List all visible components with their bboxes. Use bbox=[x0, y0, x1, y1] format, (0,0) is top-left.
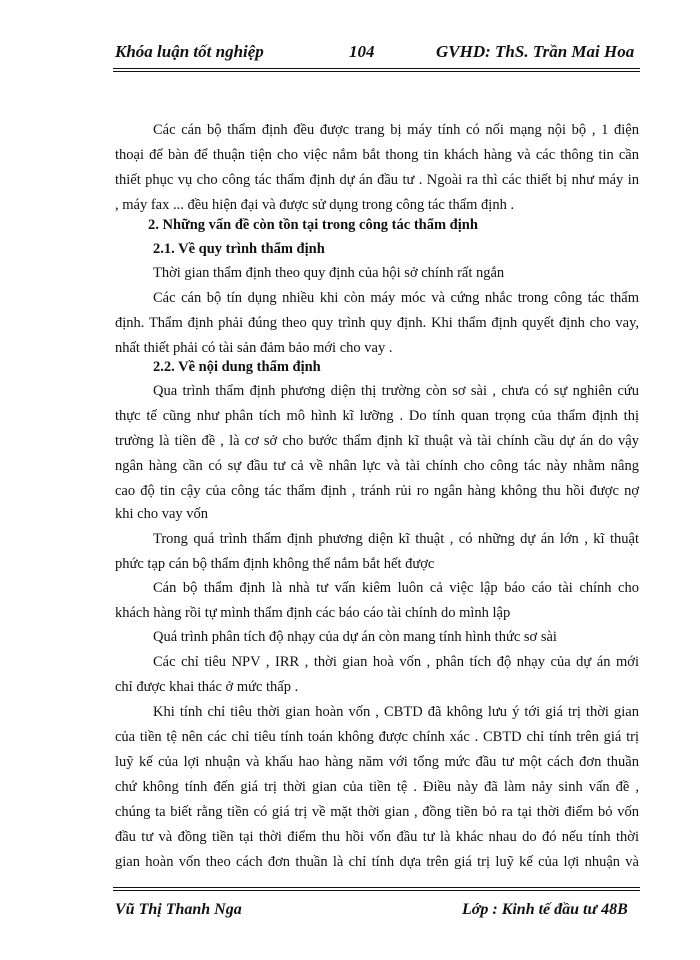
page-header bbox=[0, 42, 700, 66]
paragraph-line: chứ không tính đến giá trị thời gian của tiền tệ . Điều này đã làm nảy sinh vấn đề , bbox=[115, 779, 639, 795]
paragraph-line: phức tạp cán bộ thẩm định không thể nắm bắt hết được bbox=[115, 556, 435, 572]
paragraph-line: thiết phục vụ cho công tác thẩm định dự án đầu tư . Ngoài ra thì các thiết bị như máy in bbox=[115, 172, 639, 188]
paragraph-line: , máy fax ... đều hiện đại và được sử dụng trong công tác thẩm định . bbox=[115, 197, 515, 213]
paragraph-line: ngân hàng cần có sự đầu tư cả về nhân lực và tài chính cho công tác này nhằm nâng bbox=[115, 458, 639, 474]
paragraph-line: trường là tiền đề , là cơ sở cho bước thẩm định kĩ thuật và tài chính cầu dự án do vậy bbox=[115, 433, 639, 449]
paragraph-line: thực tế cũng như phân tích mô hình kĩ lưỡng . Do tính quan trọng của thẩm định thị bbox=[115, 408, 639, 424]
paragraph-line: thoại để bàn để thuận tiện cho việc nắm bắt thong tin khách hàng và các thông tin cần bbox=[115, 147, 639, 163]
paragraph-line: Các cán bộ tín dụng nhiều khi còn máy móc và cứng nhắc trong công tác thẩm bbox=[153, 290, 639, 306]
subsection-heading: 2.1. Về quy trình thẩm định bbox=[153, 241, 325, 257]
paragraph-line: cao độ tin cậy của công tác thẩm định , tránh rủi ro ngân hàng không thu hồi được nợ bbox=[115, 483, 639, 499]
paragraph-line: Các chỉ tiêu NPV , IRR , thời gian hoà vốn , phân tích độ nhạy của dự án mới bbox=[153, 654, 639, 670]
header-divider bbox=[113, 68, 640, 72]
section-heading: 2. Những vấn đề còn tồn tại trong công tác thẩm định bbox=[148, 217, 478, 233]
paragraph-line: gian hoàn vốn theo cách đơn thuần là chỉ tính dựa trên giá trị luỹ kế của lợi nhuận và bbox=[115, 854, 639, 870]
paragraph-line: Các cán bộ thẩm định đều được trang bị máy tính có nối mạng nội bộ , 1 điện bbox=[153, 122, 639, 138]
paragraph-line: Thời gian thẩm định theo quy định của hội sở chính rất ngắn bbox=[153, 265, 505, 281]
paragraph-line: của tiền tệ nên các chỉ tiêu tính toán không được chính xác . CBTD chỉ tính trên giá trị bbox=[115, 729, 639, 745]
paragraph-line: nhất thiết phải có tài sản đảm bảo mới cho vay . bbox=[115, 340, 393, 356]
paragraph-line: chúng ta biết rằng tiền có giá trị về mặt thời gian , đồng tiền bỏ ra tại thời điểm bỏ vốn bbox=[115, 804, 639, 820]
paragraph-line: khi cho vay vốn bbox=[115, 506, 209, 522]
footer-divider bbox=[113, 887, 640, 891]
paragraph-line: khách hàng rồi tự mình thẩm định các báo cáo tài chính do mình lập bbox=[115, 605, 511, 621]
header-supervisor: GVHD: ThS. Trần Mai Hoa bbox=[436, 42, 635, 61]
header-thesis-title: Khóa luận tốt nghiệp bbox=[115, 42, 264, 61]
paragraph-line: Quá trình phân tích độ nhạy của dự án còn mang tính hình thức sơ sài bbox=[153, 629, 557, 645]
subsection-heading: 2.2. Về nội dung thẩm định bbox=[153, 359, 321, 375]
page-footer bbox=[0, 901, 700, 925]
paragraph-line: đầu tư và đồng tiền tại thời điểm thu hồi vốn đầu tư là khác nhau do đó nếu tính thời bbox=[115, 829, 639, 845]
paragraph-line: Trong quá trình thẩm định phương diện kĩ thuật , có những dự án lớn , kĩ thuật bbox=[153, 531, 639, 547]
paragraph-line: Khi tính chỉ tiêu thời gian hoàn vốn , CBTD đã không lưu ý tới giá trị thời gian bbox=[153, 704, 639, 720]
paragraph-line: Qua trình thẩm định phương diện thị trường còn sơ sài , chưa có sự nghiên cứu bbox=[153, 383, 639, 399]
header-page-number: 104 bbox=[349, 42, 375, 61]
footer-author: Vũ Thị Thanh Nga bbox=[115, 901, 242, 918]
paragraph-line: định. Thẩm định phải đúng theo quy trình quy định. Khi thẩm định quyết định cho vay, bbox=[115, 315, 639, 331]
paragraph-line: luỹ kế của lợi nhuận và khấu hao hàng năm với tổng mức đầu tư một cách đơn thuần bbox=[115, 754, 639, 770]
paragraph-line: chỉ được khai thác ở mức thấp . bbox=[115, 679, 299, 695]
paragraph-line: Cán bộ thẩm định là nhà tư vấn kiêm luôn cả việc lập báo cáo tài chính cho bbox=[153, 580, 639, 596]
footer-class: Lớp : Kinh tế đầu tư 48B bbox=[462, 901, 628, 918]
